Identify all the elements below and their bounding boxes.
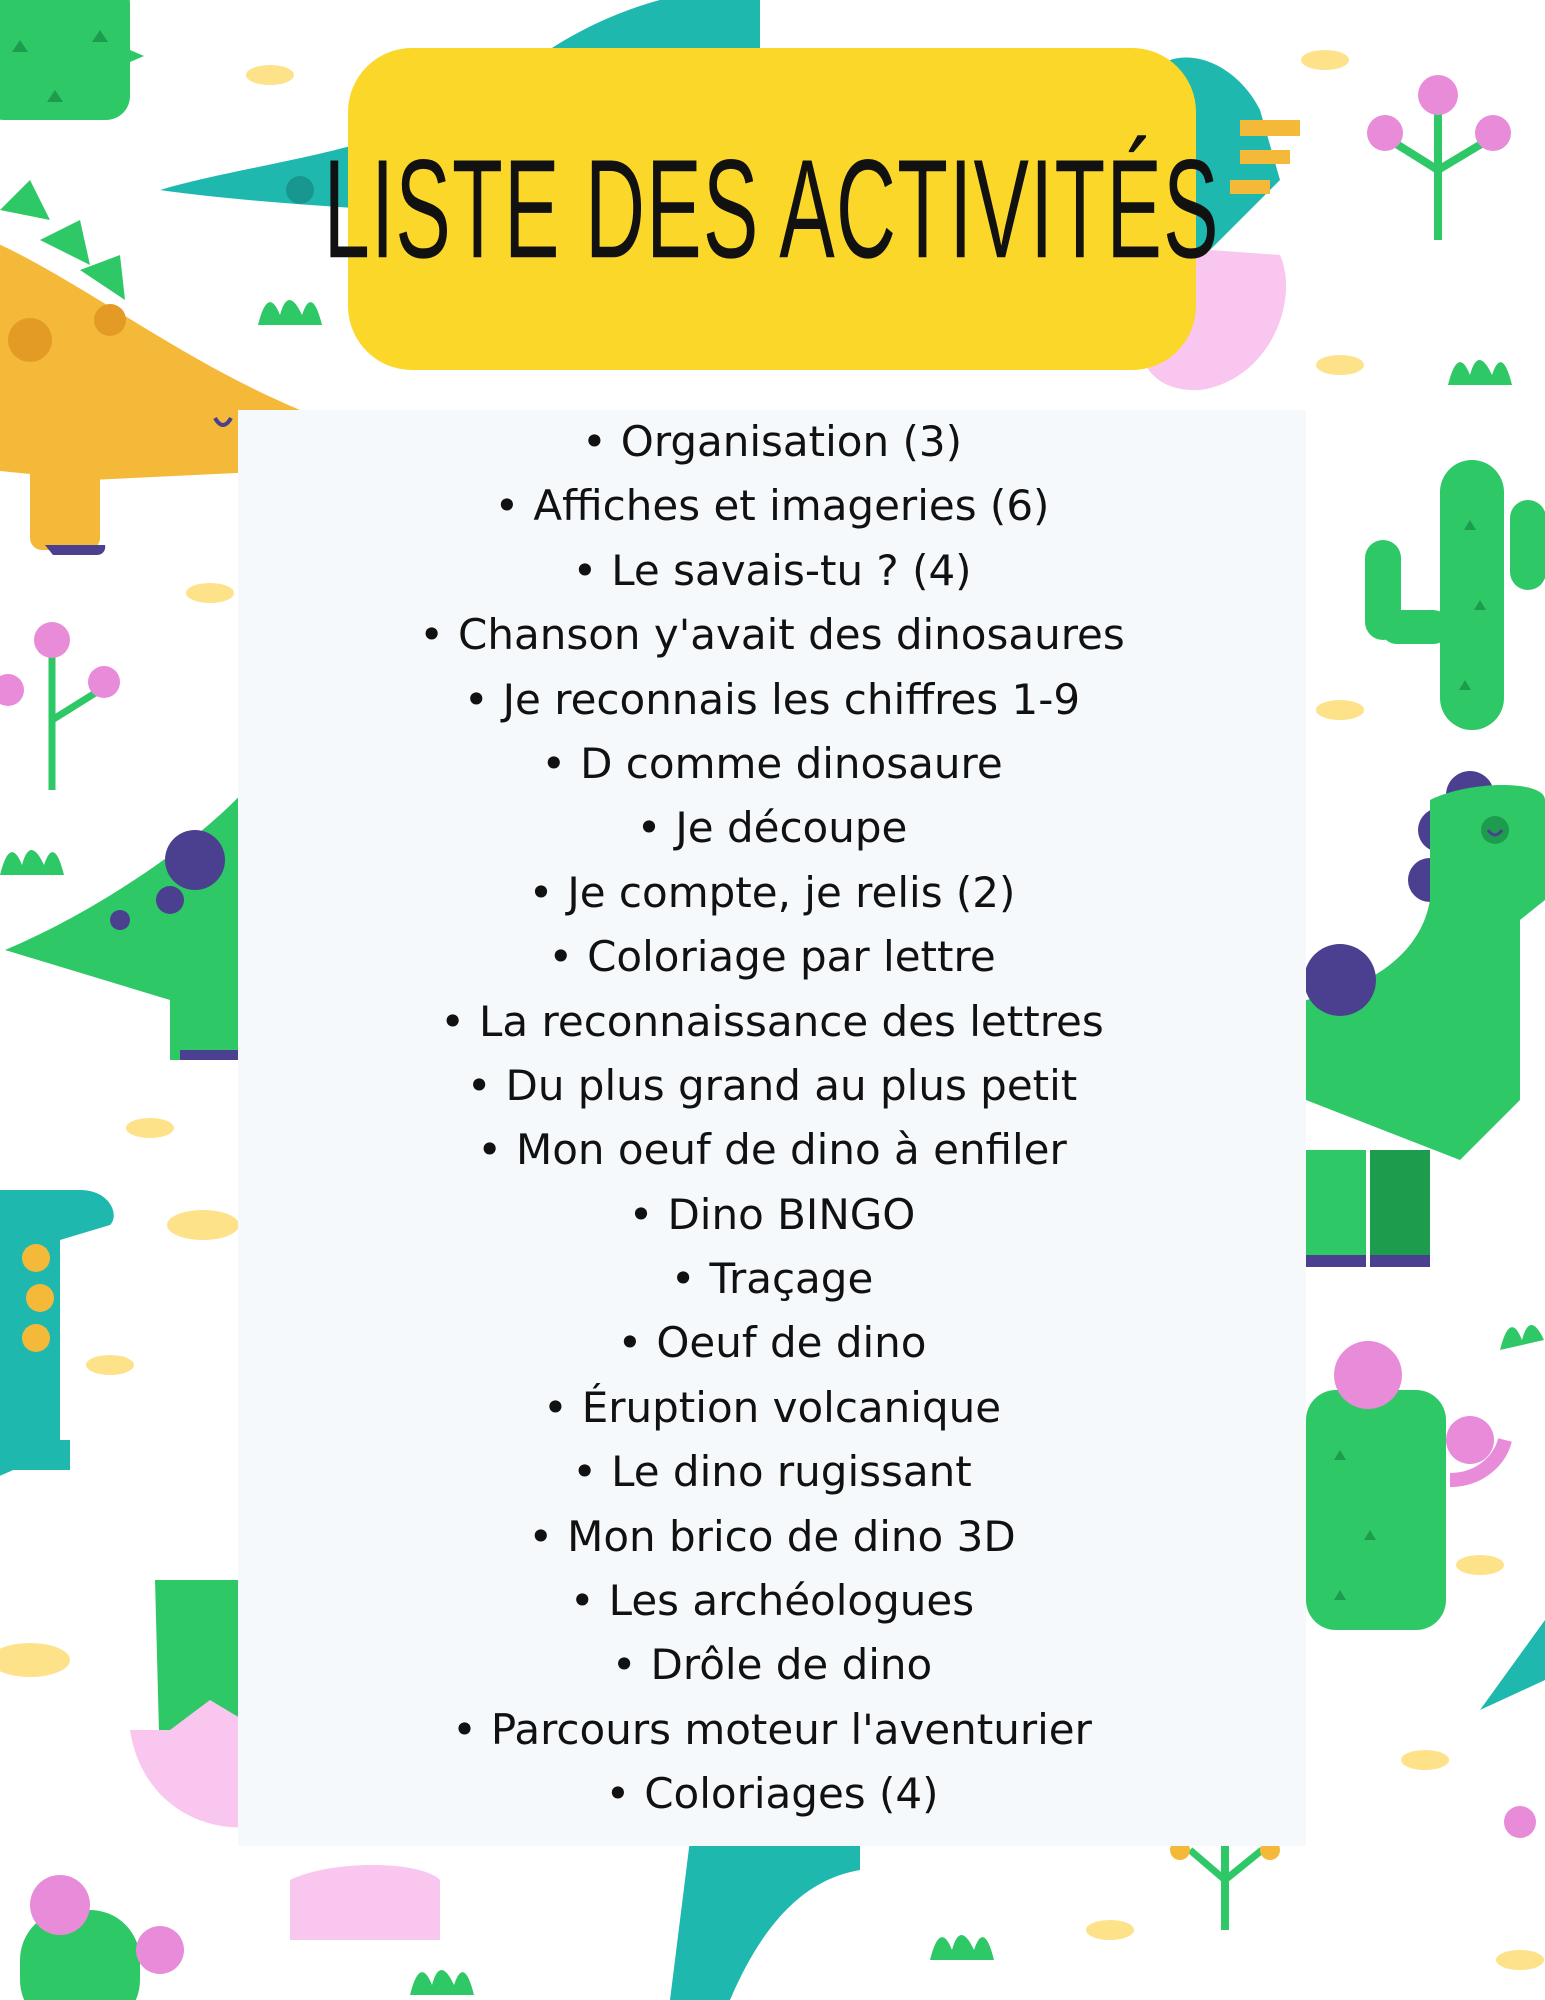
bullet: •	[628, 1189, 654, 1239]
bullet: •	[419, 610, 445, 660]
activity-label: Mon oeuf de dino à enfiler	[515, 1125, 1067, 1175]
bullet: •	[636, 803, 662, 853]
list-item	[238, 732, 1306, 796]
list-item	[238, 1698, 1306, 1762]
list-item	[238, 1183, 1306, 1247]
list-item	[238, 1054, 1306, 1118]
teal-spike-right	[1480, 1620, 1545, 1710]
list-item	[238, 539, 1306, 603]
bullet: •	[582, 417, 607, 466]
activity-label: D comme dinosaure	[580, 738, 1003, 788]
list-item	[238, 668, 1306, 732]
bullet: •	[477, 1125, 502, 1175]
activity-label: Je compte, je relis (2)	[567, 867, 1016, 917]
activity-label: Éruption volcanique	[581, 1382, 1002, 1432]
list-item	[238, 1376, 1306, 1440]
flower-top-right	[1367, 75, 1511, 240]
bullet: •	[572, 545, 598, 595]
bullet: •	[463, 674, 489, 724]
list-item	[238, 1633, 1306, 1697]
bullet: •	[528, 867, 554, 917]
teal-dinosaur-left	[0, 1190, 114, 1480]
list-item	[238, 925, 1306, 989]
activity-label: Traçage	[709, 1254, 874, 1304]
cactus-top-left	[0, 0, 144, 120]
bullet: •	[494, 481, 520, 531]
list-item	[238, 1505, 1306, 1569]
title-banner	[323, 48, 1221, 370]
activity-label: Le savais-tu ? (4)	[611, 545, 972, 595]
bullet: •	[452, 1704, 477, 1754]
activity-label: Parcours moteur l'aventurier	[490, 1704, 1092, 1754]
activity-label: Je découpe	[675, 803, 908, 853]
list-item	[238, 1762, 1306, 1826]
list-item	[238, 861, 1306, 925]
cactus-right-top	[1365, 460, 1545, 730]
activity-label: Dino BINGO	[667, 1189, 916, 1239]
bullet: •	[542, 1382, 568, 1432]
teal-dinosaur-bottom	[670, 1840, 860, 2000]
list-item	[238, 603, 1306, 667]
activity-label: La reconnaissance des lettres	[479, 996, 1104, 1046]
bullet: •	[528, 1511, 554, 1561]
list-item	[238, 796, 1306, 860]
cactus-right-bottom	[1306, 1341, 1505, 1630]
bullet: •	[548, 932, 574, 982]
bullet: •	[541, 738, 567, 788]
green-dinosaur-right	[1304, 771, 1545, 1267]
cactus-bottom-left	[20, 1875, 184, 2000]
list-item	[238, 474, 1306, 538]
list-item	[238, 1247, 1306, 1311]
activity-label: Drôle de dino	[650, 1640, 933, 1690]
list-item	[238, 1440, 1306, 1504]
activity-label: Coloriages (4)	[644, 1769, 939, 1819]
bullet: •	[440, 996, 466, 1046]
activity-label: Coloriage par lettre	[587, 932, 996, 982]
green-dinosaur-left	[5, 790, 245, 1060]
activity-label: Organisation (3)	[620, 417, 962, 466]
flower-bottom-right	[1504, 1806, 1536, 1838]
bullet: •	[569, 1576, 595, 1626]
activity-label: Le dino rugissant	[611, 1447, 972, 1497]
page-title: LISTE DES ACTIVITÉS	[323, 130, 1221, 288]
bullet: •	[572, 1447, 598, 1497]
bullet: •	[617, 1318, 643, 1368]
bullet: •	[670, 1254, 696, 1304]
flower-left	[0, 622, 120, 790]
activity-list	[238, 410, 1306, 1827]
list-item	[238, 990, 1306, 1054]
bullet: •	[466, 1060, 492, 1110]
list-item	[238, 1311, 1306, 1375]
list-item	[238, 410, 1306, 474]
list-item	[238, 1118, 1306, 1182]
activity-label: Chanson y'avait des dinosaures	[458, 610, 1125, 660]
activity-label: Du plus grand au plus petit	[505, 1060, 1078, 1110]
activity-label: Les archéologues	[608, 1576, 975, 1626]
activity-label: Mon brico de dino 3D	[567, 1511, 1016, 1561]
activity-label: Oeuf de dino	[656, 1318, 927, 1368]
bullet: •	[605, 1769, 631, 1819]
bullet: •	[611, 1640, 637, 1690]
list-item	[238, 1569, 1306, 1633]
activity-label: Je reconnais les chiffres 1-9	[502, 674, 1081, 724]
activity-label: Affiches et imageries (6)	[533, 481, 1050, 531]
